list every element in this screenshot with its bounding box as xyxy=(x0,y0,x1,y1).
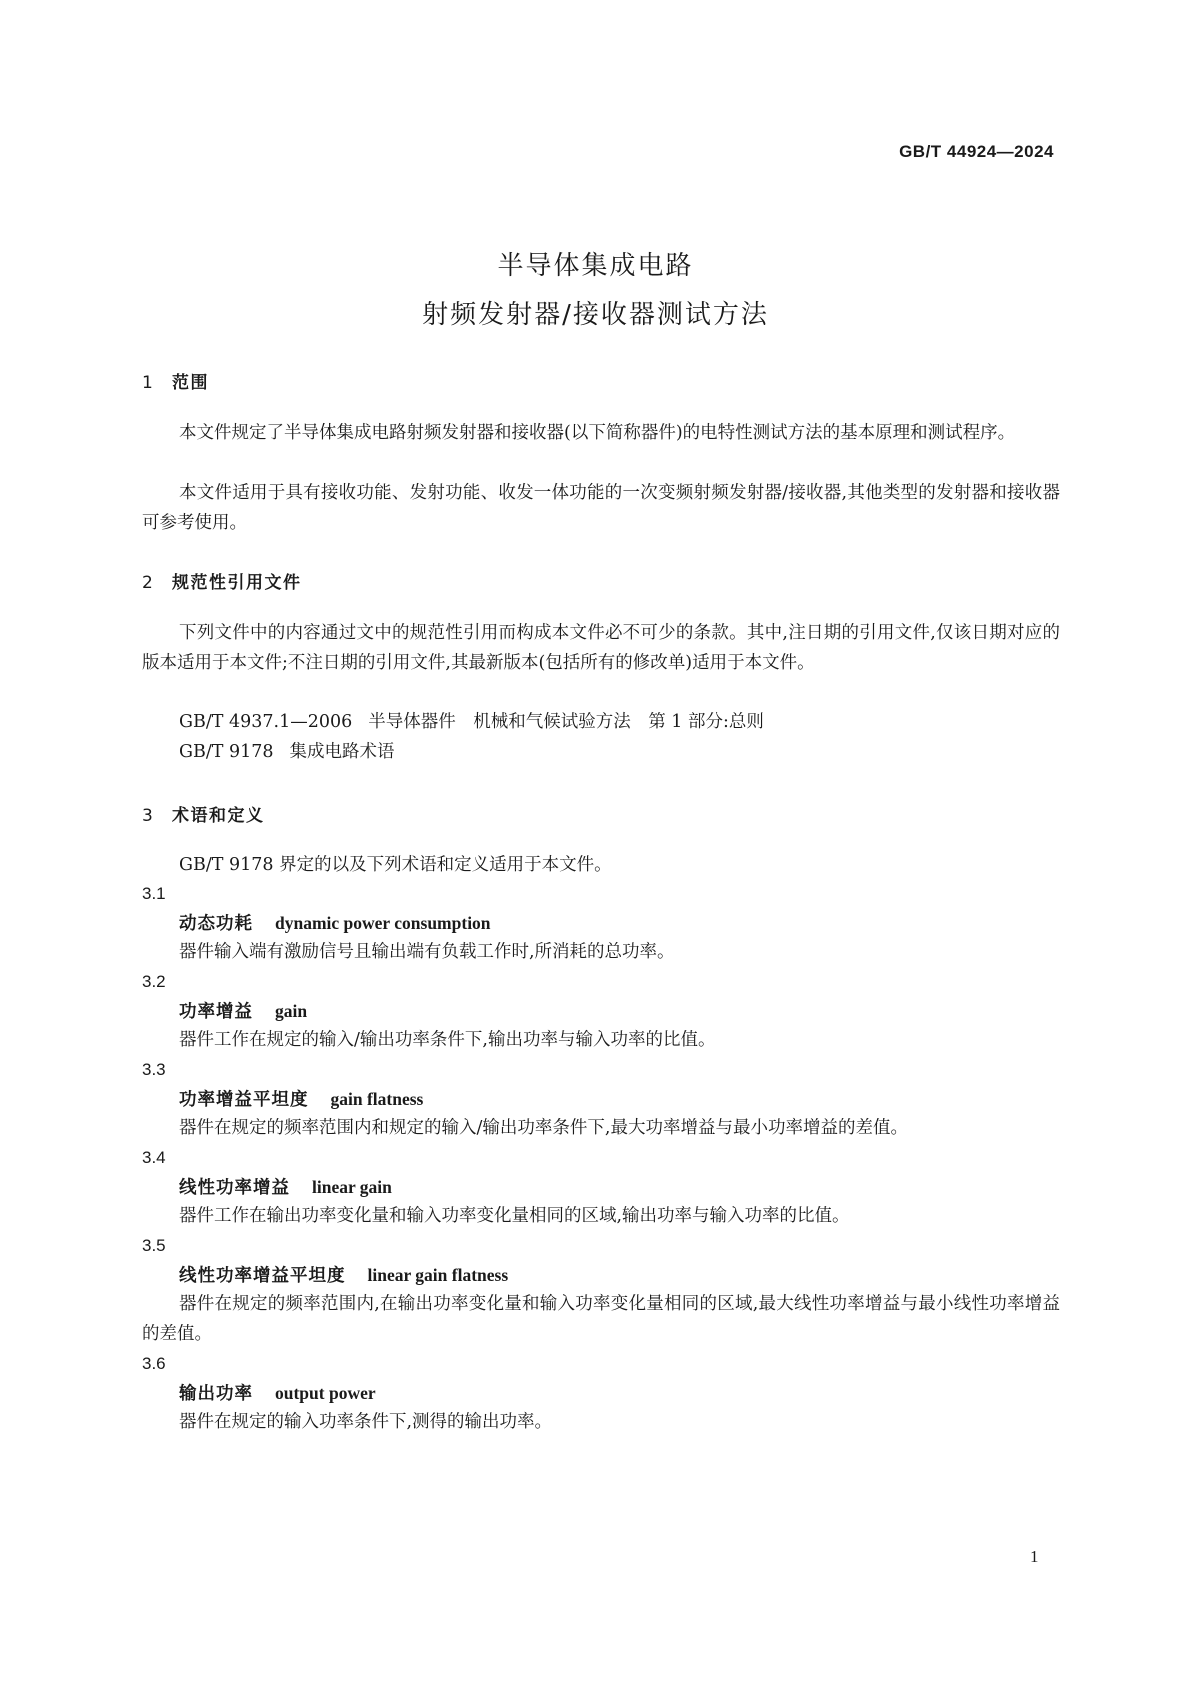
reference-title: 半导体器件 机械和气候试验方法 第 1 部分:总则 xyxy=(368,712,764,732)
term-name-en: output power xyxy=(275,1383,376,1403)
term-name-zh: 线性功率增益 xyxy=(179,1178,290,1198)
section-title: 范围 xyxy=(172,373,209,393)
term-definition: 器件在规定的频率范围内和规定的输入/输出功率条件下,最大功率增益与最小功率增益的差值。 xyxy=(179,1118,908,1138)
term-name xyxy=(179,1378,376,1409)
term-number: 3.6 xyxy=(142,1354,166,1373)
term-name xyxy=(179,996,307,1027)
section-2-heading xyxy=(142,568,302,593)
term-name-zh: 线性功率增益平坦度 xyxy=(179,1266,346,1286)
normative-reference-1 xyxy=(179,707,764,737)
term-definition: 器件在规定的频率范围内,在输出功率变化量和输入功率变化量相同的区域,最大线性功率增益与最小线性功率增益的差值。 xyxy=(142,1294,1060,1344)
reference-code: GB/T 4937.1—2006 xyxy=(179,712,353,732)
term-name xyxy=(179,1172,392,1203)
term-name-zh: 动态功耗 xyxy=(179,914,253,934)
term-name-en: gain xyxy=(275,1001,308,1021)
section-3-heading xyxy=(142,801,265,826)
section-1-paragraph-2: 本文件适用于具有接收功能、发射功能、收发一体功能的一次变频射频发射器/接收器,其他类型的发射器和接收器可参考使用。 xyxy=(142,483,1060,533)
document-title-line-2: 射频发射器/接收器测试方法 xyxy=(422,300,769,330)
reference-title: 集成电路术语 xyxy=(289,742,395,762)
reference-code: GB/T 9178 xyxy=(179,742,274,762)
section-1-paragraph-1: 本文件规定了半导体集成电路射频发射器和接收器(以下简称器件)的电特性测试方法的基本原理和测试程序。 xyxy=(179,423,1016,443)
term-name-en: gain flatness xyxy=(330,1089,424,1109)
term-name xyxy=(179,1260,508,1291)
term-name xyxy=(179,1084,423,1115)
term-name-en: linear gain flatness xyxy=(367,1265,509,1285)
section-3-intro: GB/T 9178 界定的以及下列术语和定义适用于本文件。 xyxy=(179,855,612,875)
section-number: 1 xyxy=(142,373,155,393)
term-number: 3.5 xyxy=(142,1236,166,1255)
section-1-heading xyxy=(142,368,209,393)
term-name-en: dynamic power consumption xyxy=(275,913,491,933)
normative-reference-2 xyxy=(179,737,395,767)
term-number: 3.2 xyxy=(142,972,166,991)
term-name-zh: 功率增益平坦度 xyxy=(179,1090,309,1110)
document-title-line-1: 半导体集成电路 xyxy=(497,251,694,281)
section-number: 2 xyxy=(142,573,155,593)
section-title: 规范性引用文件 xyxy=(172,573,302,593)
term-name-zh: 输出功率 xyxy=(179,1384,253,1404)
standard-code: GB/T 44924—2024 xyxy=(899,142,1054,161)
term-definition: 器件工作在输出功率变化量和输入功率变化量相同的区域,输出功率与输入功率的比值。 xyxy=(179,1206,850,1226)
term-number: 3.3 xyxy=(142,1060,166,1079)
section-title: 术语和定义 xyxy=(172,806,265,826)
term-name-zh: 功率增益 xyxy=(179,1002,253,1022)
term-definition: 器件工作在规定的输入/输出功率条件下,输出功率与输入功率的比值。 xyxy=(179,1030,716,1050)
page-number: 1 xyxy=(1030,1547,1039,1566)
section-2-paragraph-1: 下列文件中的内容通过文中的规范性引用而构成本文件必不可少的条款。其中,注日期的引用文件,仅该日期对应的版本适用于本文件;不注日期的引用文件,其最新版本(包括所有的修改单)适用于本文件。 xyxy=(142,623,1060,673)
term-number: 3.1 xyxy=(142,884,166,903)
term-definition: 器件在规定的输入功率条件下,测得的输出功率。 xyxy=(179,1412,553,1432)
term-name-en: linear gain xyxy=(312,1177,392,1197)
term-number: 3.4 xyxy=(142,1148,166,1167)
section-number: 3 xyxy=(142,806,155,826)
term-name xyxy=(179,908,491,939)
term-definition: 器件输入端有激励信号且输出端有负载工作时,所消耗的总功率。 xyxy=(179,942,675,962)
